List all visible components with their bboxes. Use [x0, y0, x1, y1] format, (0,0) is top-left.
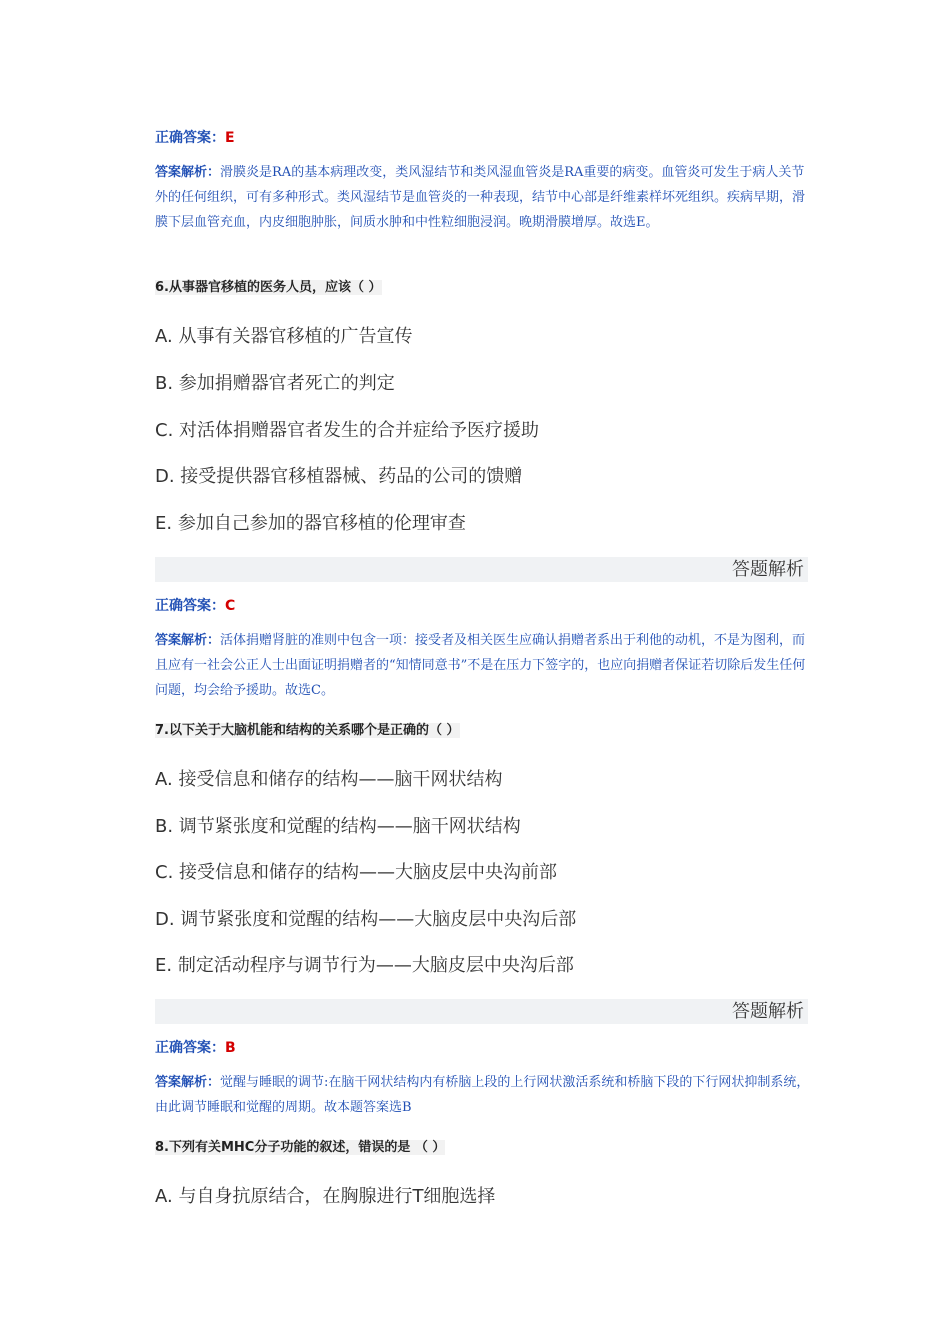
q7-option-a[interactable]: A. 接受信息和储存的结构——脑干网状结构: [155, 769, 503, 790]
q6-explanation: [155, 628, 815, 703]
q5-answer: [155, 127, 235, 147]
explanation-text: 活体捐赠肾脏的准则中包含一项：接受者及相关医生应确认捐赠者系出于利他的动机，不是为图利，而且应有一社会公正人士出面证明捐赠者的“知情同意书”不是在压力下签字的，也应向捐赠者保证若切除后发生任何问题，均会给予援助。故选C。: [155, 633, 806, 698]
q7-explanation: [155, 1070, 815, 1120]
q6-option-d[interactable]: D. 接受提供器官移植器械、药品的公司的馈赠: [155, 466, 523, 487]
q7-option-b[interactable]: B. 调节紧张度和觉醒的结构——脑干网状结构: [155, 816, 521, 837]
q6-option-e[interactable]: E. 参加自己参加的器官移植的伦理审查: [155, 513, 466, 534]
analysis-button-label: 答题解析: [732, 1001, 804, 1022]
q6-option-b[interactable]: B. 参加捐赠器官者死亡的判定: [155, 373, 395, 394]
q7-analysis-button[interactable]: [155, 999, 808, 1024]
answer-label: 正确答案：: [155, 598, 225, 614]
q7-option-d[interactable]: D. 调节紧张度和觉醒的结构——大脑皮层中央沟后部: [155, 909, 577, 930]
q8-option-a[interactable]: A. 与自身抗原结合，在胸腺进行T细胞选择: [155, 1186, 496, 1207]
q5-explanation: [155, 160, 815, 235]
q7-option-c[interactable]: C. 接受信息和储存的结构——大脑皮层中央沟前部: [155, 862, 558, 883]
explanation-text: 滑膜炎是RA的基本病理改变，类风湿结节和类风湿血管炎是RA重要的病变。血管炎可发生于病人关节外的任何组织，可有多种形式。类风湿结节是血管炎的一种表现，结节中心部是纤维素样坏死组织。疾病早期，滑膜下层血管充血，内皮细胞肿胀，间质水肿和中性粒细胞浸润。晚期滑膜增厚。故选E。: [155, 165, 806, 230]
q7-question: 7.以下关于大脑机能和结构的关系哪个是正确的（ ）: [155, 723, 460, 738]
explanation-label: 答案解析：: [155, 165, 221, 180]
analysis-button-label: 答题解析: [732, 559, 804, 580]
explanation-label: 答案解析：: [155, 1075, 221, 1090]
answer-value: B: [225, 1040, 236, 1056]
q6-analysis-button[interactable]: [155, 557, 808, 582]
q6-answer: [155, 595, 235, 615]
q7-option-e[interactable]: E. 制定活动程序与调节行为——大脑皮层中央沟后部: [155, 955, 574, 976]
explanation-text: 觉醒与睡眠的调节:在脑干网状结构内有桥脑上段的上行网状激活系统和桥脑下段的下行网状抑制系统，由此调节睡眠和觉醒的周期。故本题答案选B: [155, 1075, 810, 1115]
q6-option-c[interactable]: C. 对活体捐赠器官者发生的合并症给予医疗援助: [155, 420, 540, 441]
explanation-label: 答案解析：: [155, 633, 221, 648]
q6-option-a[interactable]: A. 从事有关器官移植的广告宣传: [155, 326, 413, 347]
answer-label: 正确答案：: [155, 130, 225, 146]
answer-value: E: [225, 130, 235, 146]
answer-label: 正确答案：: [155, 1040, 225, 1056]
q6-question: 6.从事器官移植的医务人员，应该（ ）: [155, 280, 382, 295]
q8-question: 8.下列有关MHC分子功能的叙述，错误的是 （ ）: [155, 1140, 446, 1155]
answer-value: C: [225, 598, 236, 614]
q7-answer: [155, 1037, 236, 1057]
